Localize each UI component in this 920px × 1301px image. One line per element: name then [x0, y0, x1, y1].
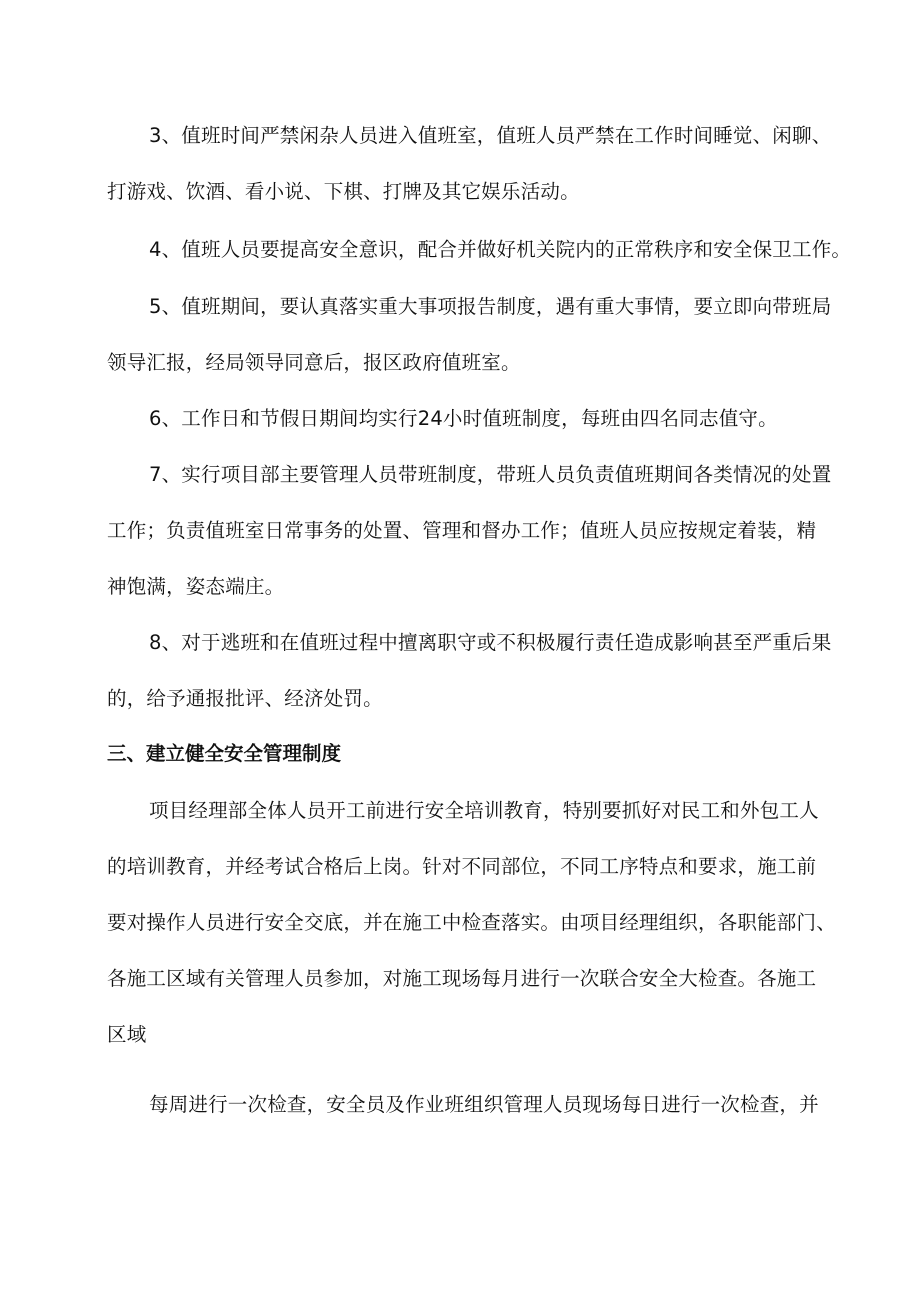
text-line: 8、对于逃班和在值班过程中擅离职守或不积极履行责任造成影响甚至严重后果 — [149, 631, 832, 654]
text-line: 的培训教育，并经考试合格后上岗。针对不同部位，不同工序特点和要求，施工前 — [107, 855, 817, 878]
text-line: 5、值班期间，要认真落实重大事项报告制度，遇有重大事情，要立即向带班局 — [149, 295, 832, 318]
text-line: 每周进行一次检查，安全员及作业班组织管理人员现场每日进行一次检查，并 — [149, 1093, 819, 1116]
list-item-4 — [107, 222, 852, 278]
list-item-3 — [107, 108, 847, 220]
text-line: 各施工区域有关管理人员参加，对施工现场每月进行一次联合安全大检查。各施工 — [107, 967, 817, 990]
text-line: 要对操作人员进行安全交底，并在施工中检查落实。由项目经理组织，各职能部门、 — [107, 911, 836, 934]
text-line: 6、工作日和节假日期间均实行24小时值班制度，每班由四名同志值守。 — [149, 407, 778, 430]
text-line: 神饱满，姿态端庄。 — [107, 575, 285, 598]
text-line: 的，给予通报批评、经济处罚。 — [107, 687, 383, 710]
section-heading: 三、建立健全安全管理制度 — [107, 742, 342, 765]
text-line: 区域 — [107, 1023, 147, 1046]
text-line: 3、值班时间严禁闲杂人员进入值班室，值班人员严禁在工作时间睡觉、闲聊、 — [149, 124, 832, 147]
text-line: 打游戏、饮酒、看小说、下棋、打牌及其它娱乐活动。 — [107, 180, 580, 203]
text-line: 工作；负责值班室日常事务的处置、管理和督办工作；值班人员应按规定着装，精 — [107, 519, 817, 542]
text-line: 7、实行项目部主要管理人员带班制度，带班人员负责值班期间各类情况的处置 — [149, 463, 832, 486]
text-line: 领导汇报，经局领导同意后，报区政府值班室。 — [107, 351, 521, 374]
list-item-7 — [107, 447, 847, 615]
list-item-5 — [107, 279, 847, 391]
text-line: 4、值班人员要提高安全意识，配合并做好机关院内的正常秩序和安全保卫工作。 — [149, 238, 852, 261]
section-body-paragraph — [107, 783, 847, 1063]
text-line: 项目经理部全体人员开工前进行安全培训教育，特别要抓好对民工和外包工人 — [149, 799, 819, 822]
list-item-6 — [107, 391, 847, 447]
final-paragraph — [107, 1077, 847, 1133]
list-item-8 — [107, 615, 847, 727]
